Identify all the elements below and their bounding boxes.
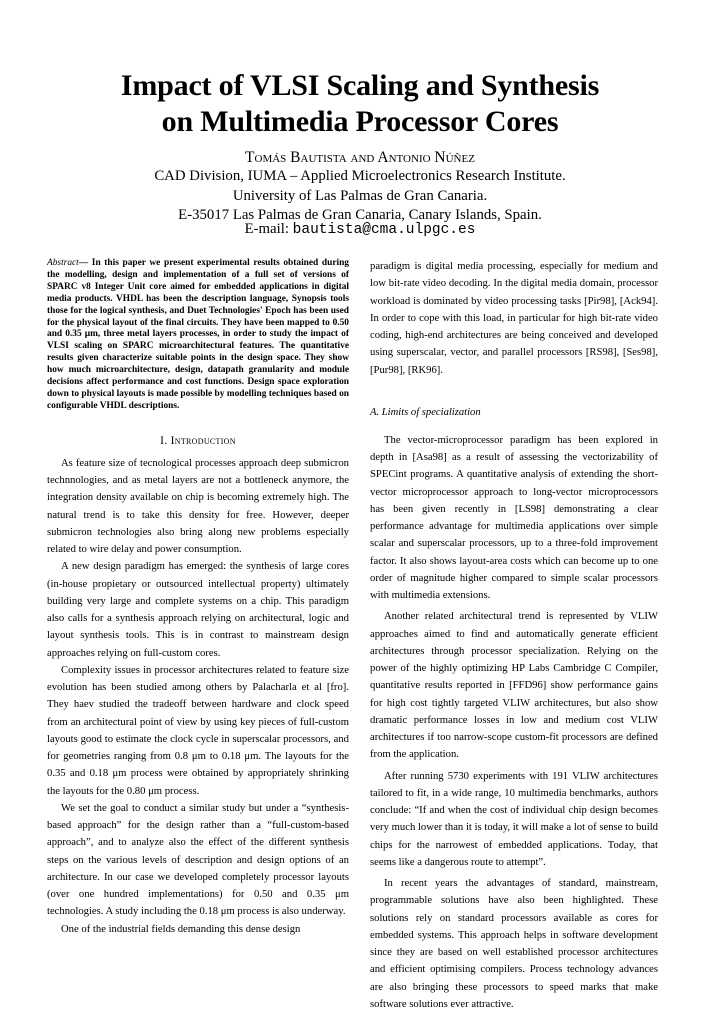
intro-paragraph-1: As feature size of tecnological processes approach deep submicron technnologies, and as metal layers are not a bottleneck anymore, the integration density available on chip is becoming extremely high. The natural trend is to take this density for free. However, deeper submicron technologies also bring along new problems especially related to wire delay and power consumption.	[47, 457, 349, 556]
left-column	[47, 258, 349, 938]
intro-paragraph-5: One of the industrial fields demanding this dense design	[61, 923, 301, 935]
limits-paragraph-1: The vector-microprocessor paradigm has been explored in depth in [Asa98] as a result of assessing the vectorizability of SPECint programs. A quantitative analysis of extending the short-vector microprocessor approach to long-vector microprocessors has been given recently in [LS98] demonstrating a clear performance advantage for multimedia applications over simple scalar and superscalar processors, up to a three-fold improvement factor. It also shows layout-area costs which can become up to one order of magnitude higher compared to simple scalar processors with multimedia extensions.	[370, 434, 658, 601]
abstract-text: — In this paper we present experimental results obtained during the modelling, design and implementation of a full set of versions of SPARC v8 Integer Unit core aimed for embedded applications in digital media products. VHDL has been the description language, Synopsis tools those for the logical synthesis, and Duet Technologies' Epoch has been used for the physical layout of the final circuits. They have been mapped to 0.50 and 0.35 μm, three metal layers processes, in order to study the impact of VLSI scaling on SPARC microarchitectural features. The quantitative results given characterize suitable points in the design space. They show how much microarchitecture, design, datapath granularity and module decisions affect performance and cost functions. Design space exploration down to physical layouts is made possible by modelling techniques based on configurable VHDL descriptions.	[47, 258, 349, 411]
section-heading-introduction: I. Introduction	[160, 434, 236, 447]
email-line	[0, 220, 720, 240]
email-label: E-mail:	[244, 221, 289, 237]
email-address: bautista@cma.ulpgc.es	[292, 222, 476, 238]
abstract-label: Abstract	[47, 258, 79, 268]
intro-paragraph-3: Complexity issues in processor architectures related to feature size evolution has been studied among others by Palacharla et al [fro]. They haev studied the tradeoff between hardware and clock speed from an architectural point of view by using key pieces of full-custom layouts good to estimate the clock cycle in superscalar processors, and for geometries ranging from 0.8 μm to 0.18 μm. The layouts for the 0.35 and 0.18 μm process were obtained by appropriately shrinking the layouts for the 0.80 μm process.	[47, 664, 349, 797]
limits-paragraph-3: After running 5730 experiments with 191 VLIW architectures tailored to fit, in a wide range, 10 multimedia benchmarks, authors conclude: “If and when the cost of individual chip design becomes very much lower than it is today, it will make a lot of sense to build chips for the narrowest of embedded applications. Today, that seems like a dangerous route to attempt”.	[370, 770, 658, 868]
abstract	[47, 258, 349, 413]
affiliation-line-2: University of Las Palmas de Gran Canaria.	[232, 187, 488, 204]
affiliation-line-1: CAD Division, IUMA – Applied Microelectronics Research Institute.	[154, 168, 566, 184]
intro-paragraph-4: We set the goal to conduct a similar study but under a “synthesis-based approach” for the design rather than a “full-custom-based approach”, and to analyze also the effect of the different synthesis steps on the various levels of description and design options of an architecture. In our case we developed completely processor layouts (over one hundred implementations) for 0.50 and 0.35 μm technologies. A study including the 0.18 μm process is also underway.	[47, 802, 349, 918]
limits-paragraph-4: In recent years the advantages of standard, mainstream, programmable solutions have also been highlighted. These solutions rely on standard processors available as cores for embedded systems. This approach helps in software development since they are based on well established processor architectures and efficient optimising compilers. Process technology advances are also bringing these processors to speed marks that make software solutions ever attractive.	[370, 878, 658, 1010]
limits-paragraph-2: Another related architectural trend is represented by VLIW approaches aimed to find and automatically generate efficient architectures through processor specialization. Relying on the power of the highly optimizing HP Labs Cambridge C Compiler, quantitative results reported in [FFD96] show performance gains for high cost tightly targeted VLIW architectures, but also show dramatic performance losses in low and medium cost VLIW architectures if too narrow-scope custom-fit processors are defined from the application.	[370, 611, 658, 761]
affiliation-line-3: E-35017 Las Palmas de Gran Canaria, Canary Islands, Spain.	[178, 207, 542, 223]
subsection-heading-limits: A. Limits of specialization	[370, 406, 481, 418]
right-column	[370, 258, 658, 1013]
affiliation-block	[0, 167, 720, 226]
intro-paragraph-5-continued: paradigm is digital media processing, especially for medium and low bit-rate video decoding. In the digital media domain, processor workload is dominated by video processing tasks [Pir98], [Ack94]. In order to cope with this load, in particular for high bit-rate video coding, high-end architectures are being conceived and developed using superscalar, vector, and parallel processors [RS98], [Ses98], [Pur98], [RK96].	[370, 261, 658, 376]
author-list: Tomás Bautista and Antonio Núñez	[245, 149, 475, 166]
title-line-2: on Multimedia Processor Cores	[161, 105, 559, 138]
paper-title	[0, 68, 720, 140]
title-line-1: Impact of VLSI Scaling and Synthesis	[120, 69, 600, 102]
intro-paragraph-2: A new design paradigm has emerged: the synthesis of large cores (in-house propietary or outsourced intellectual property) ultimately building very large and complete systems on a chip. This paradigm also calls for a synthesis approach relying on architectural, logic and layout synthesis tools. This is in contrast to mainstream design approaches relying on full-custom cores.	[47, 561, 349, 659]
